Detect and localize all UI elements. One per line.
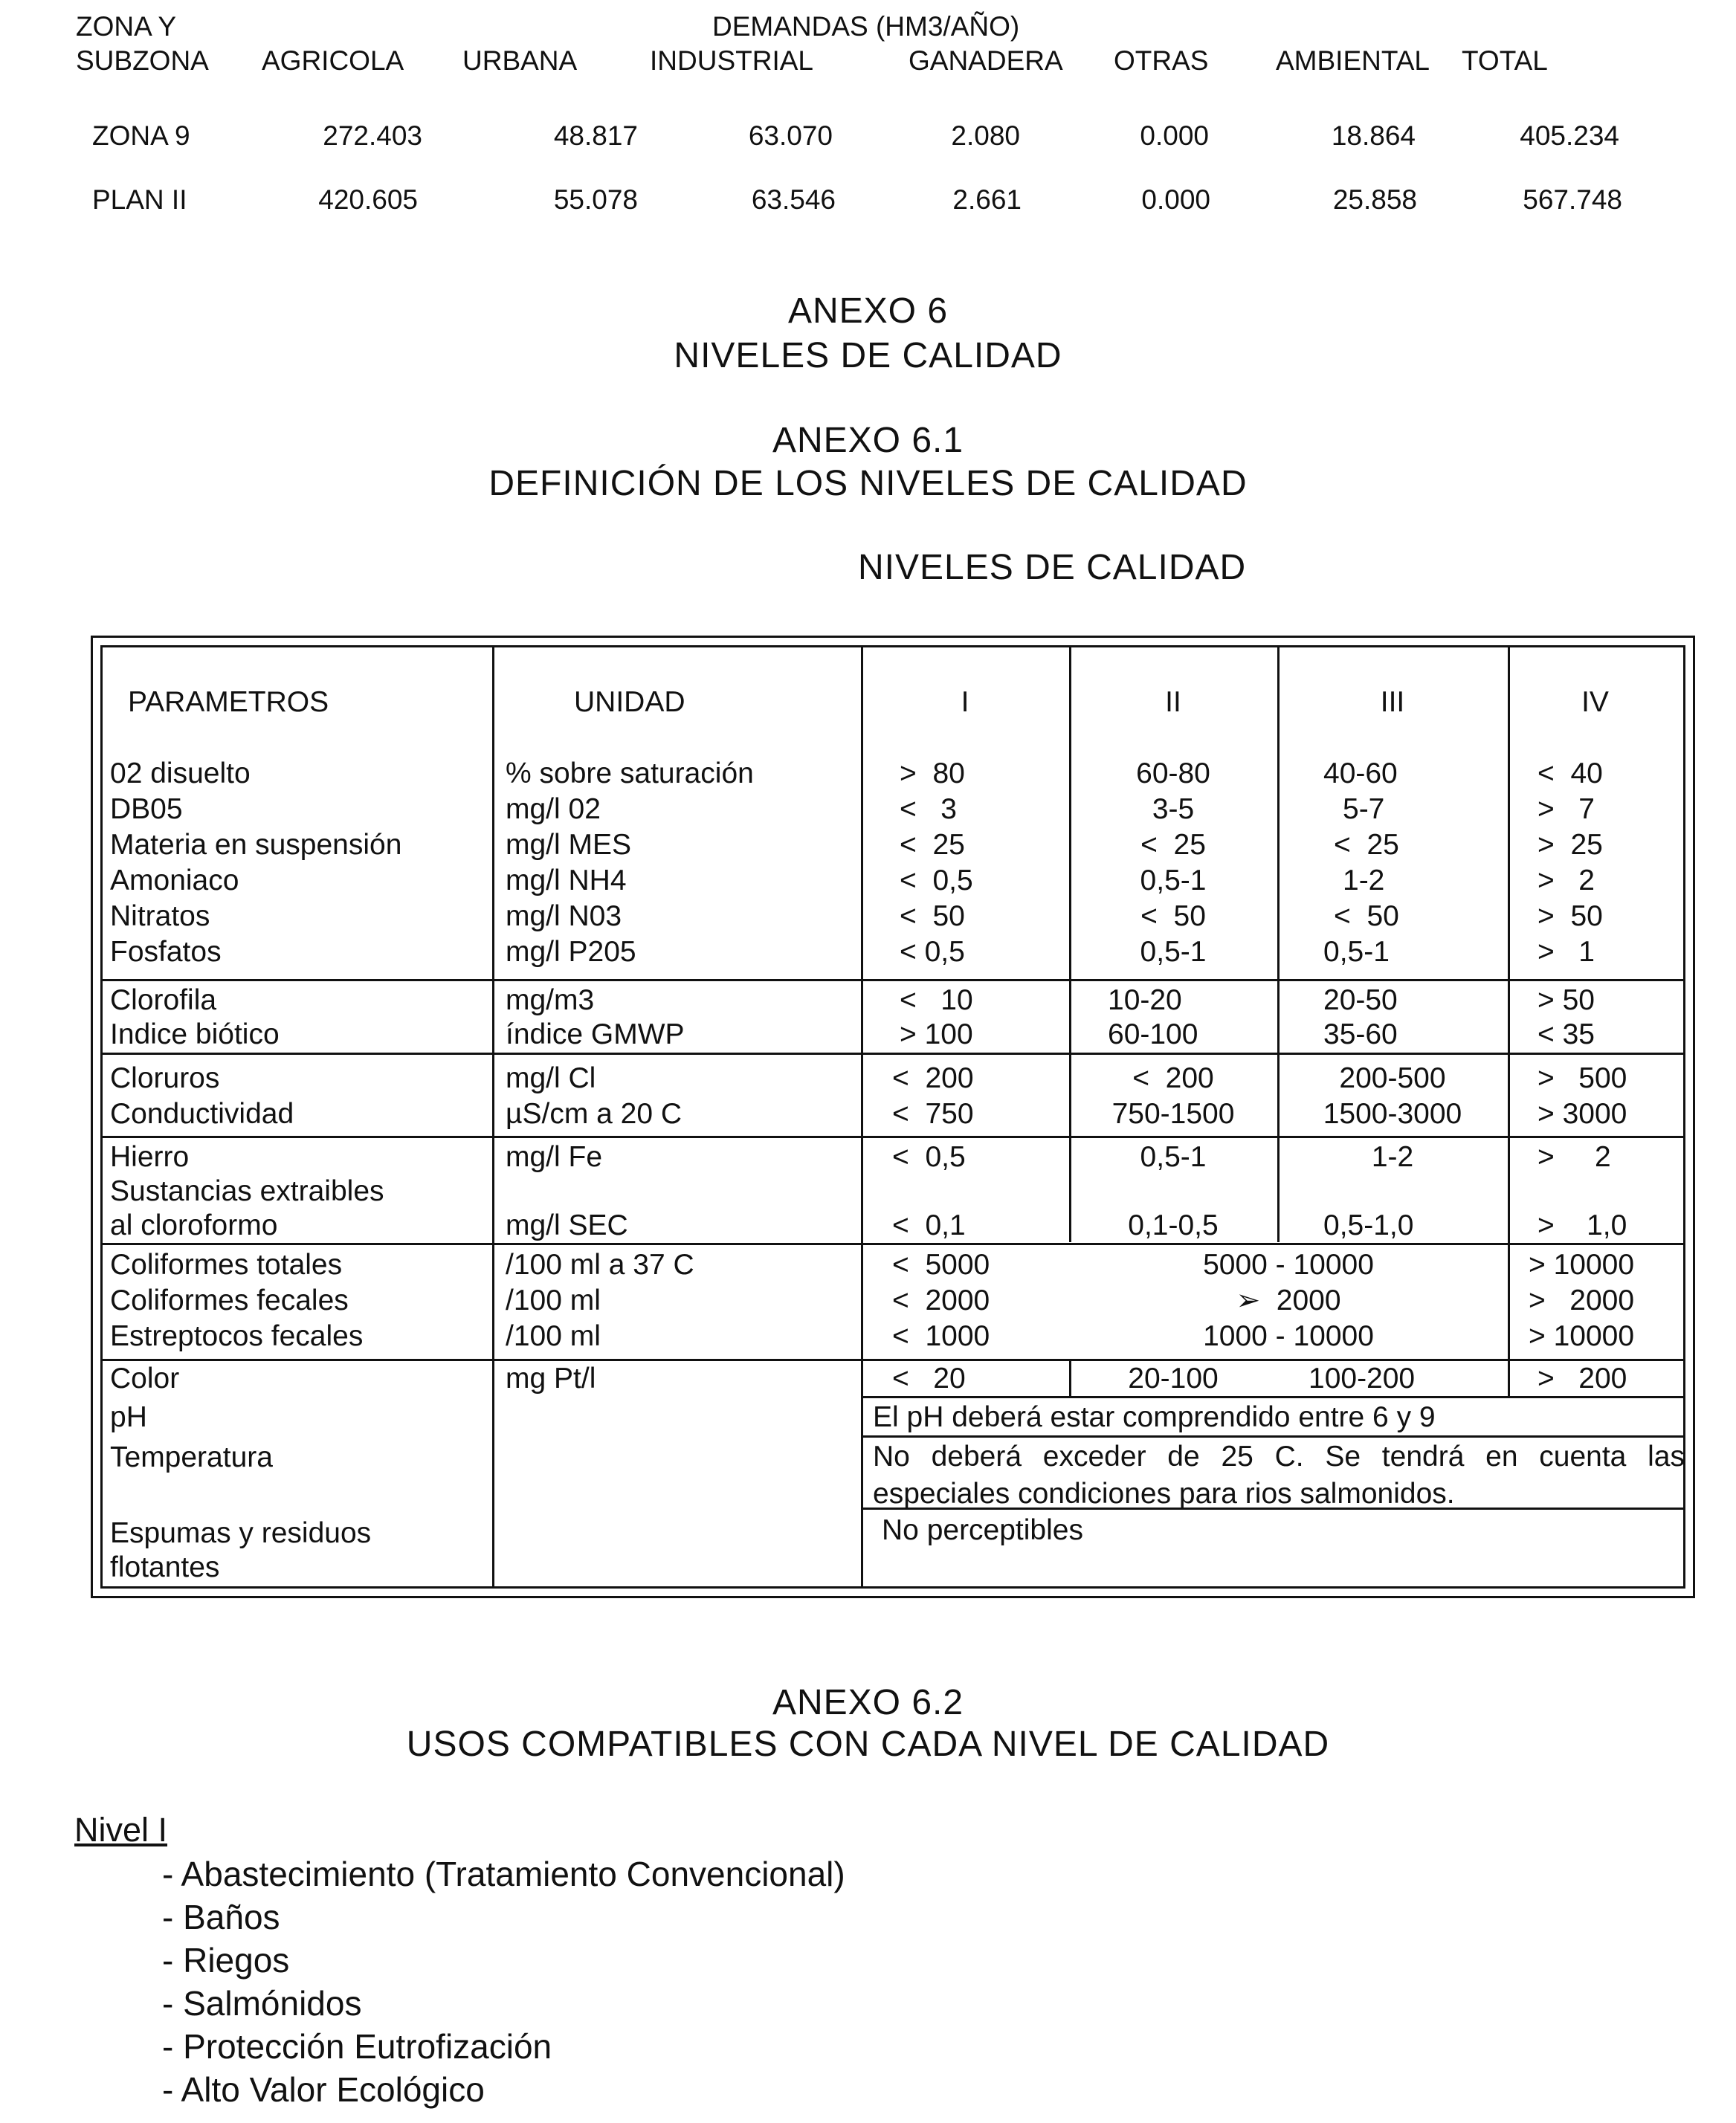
anexo62-title: ANEXO 6.2 [772,1683,964,1722]
row-divider [103,1053,1683,1055]
param-label: Fosfatos [110,936,222,968]
unit-label: mg/l P205 [506,936,636,968]
unit-label: mg/l NH4 [506,865,627,896]
col-divider [492,647,494,1586]
level-i-value: < 750 [892,1098,974,1130]
level-i-value: < 0,5 [900,865,973,896]
level-i-value: < 10 [900,984,973,1016]
unit-label: mg/l SEC [506,1209,628,1241]
table-row-label: PLAN II [92,184,187,215]
anexo61-subtitle: DEFINICIÓN DE LOS NIVELES DE CALIDAD [488,464,1248,503]
table-cell: 272.403 [323,120,422,151]
level-iii-value: < 25 [1334,829,1399,861]
level-iv-value: > 2000 [1529,1285,1635,1316]
col-header-subzona: SUBZONA [76,45,209,76]
param-label: Hierro [110,1141,190,1173]
unit-label: /100 ml a 37 C [506,1249,694,1281]
unit-label: mg Pt/l [506,1363,596,1395]
level-ii-value: 750-1500 [1111,1098,1235,1130]
level-iv-value: > 50 [1537,900,1603,932]
table-cell: 63.546 [751,184,836,215]
demandas-header: DEMANDAS (HM3/AÑO) [712,11,1020,42]
param-label: DB05 [110,793,183,825]
table-cell: 0.000 [1140,120,1209,151]
table-cell: 0.000 [1141,184,1210,215]
header-level-ii: II [1165,686,1181,718]
level-iv-value: < 35 [1537,1018,1595,1050]
param-label: Sustancias extraibles [110,1175,384,1207]
col-header-urbana: URBANA [462,45,578,76]
table-cell: 420.605 [318,184,418,215]
list-item: - Riegos [162,1941,290,1980]
level-iii-value: 100-200 [1309,1363,1416,1395]
level-ii-value: 20-100 [1128,1363,1219,1395]
nivel-i-heading: Nivel I [74,1811,168,1849]
unit-label: µS/cm a 20 C [506,1098,683,1130]
level-iii-value: 1-2 [1343,865,1385,896]
ph-requirement: El pH deberá estar comprendido entre 6 y 9 [873,1401,1436,1433]
list-item: - Alto Valor Ecológico [162,2070,485,2109]
level-i-value: < 0,5 [900,936,965,968]
level-iii-value: 200-500 [1339,1062,1446,1094]
table-cell: 55.078 [553,184,638,215]
level-iv-value: > 50 [1537,984,1595,1016]
list-item: - Abastecimiento (Tratamiento Convencional) [162,1855,845,1893]
level-i-value: < 25 [900,829,965,861]
level-ii-value: < 50 [1140,900,1206,932]
col-header-industrial: INDUSTRIAL [650,45,813,76]
level-iv-value: > 2 [1537,865,1595,896]
level-i-value: < 5000 [892,1249,990,1281]
level-ii-value: 60-80 [1136,757,1210,789]
unit-label: mg/l Fe [506,1141,603,1173]
anexo6-subtitle: NIVELES DE CALIDAD [674,336,1062,375]
param-label: Materia en suspensión [110,829,402,861]
col-header-agricola: AGRICOLA [262,45,404,76]
unit-label: mg/l Cl [506,1062,596,1094]
param-label: Amoniaco [110,865,239,896]
table-cell: 63.070 [748,120,833,151]
list-item: - Salmónidos [162,1984,362,2023]
col-header-otras: OTRAS [1114,45,1209,76]
level-i-value: < 200 [892,1062,974,1094]
unit-label: mg/l N03 [506,900,622,932]
param-label: Coliformes fecales [110,1285,349,1316]
table-cell: 25.858 [1332,184,1417,215]
level-iii-value: < 50 [1334,900,1399,932]
level-ii-iii-value: ➢ 2000 [1236,1285,1341,1316]
col-header-ganadera: GANADERA [909,45,1063,76]
level-ii-value: < 200 [1132,1062,1214,1094]
unit-label: índice GMWP [506,1018,685,1050]
param-label: flotantes [110,1551,220,1583]
level-i-value: > 100 [900,1018,973,1050]
level-ii-value: < 25 [1140,829,1206,861]
level-iii-value: 0,5-1 [1323,936,1390,968]
level-ii-value: 3-5 [1152,793,1195,825]
level-iii-value: 20-50 [1323,984,1398,1016]
quality-table-caption: NIVELES DE CALIDAD [858,548,1247,587]
quality-table [91,636,1695,1598]
param-label: Indice biótico [110,1018,280,1050]
col-header-ambiental: AMBIENTAL [1276,45,1430,76]
row-divider [861,1435,1683,1438]
level-ii-value: 0,5-1 [1140,865,1207,896]
param-label: Clorofila [110,984,217,1016]
level-iv-value: > 7 [1537,793,1595,825]
level-iv-value: > 1 [1537,936,1595,968]
header-level-iv: IV [1581,686,1609,718]
col-divider [1508,647,1510,1397]
table-row-label: ZONA 9 [92,120,190,151]
level-iv-value: > 10000 [1529,1249,1635,1281]
level-i-value: > 80 [900,757,965,789]
table-cell: 48.817 [553,120,638,151]
level-iii-value: 1500-3000 [1323,1098,1462,1130]
quality-table-inner [100,645,1685,1589]
level-ii-value: 10-20 [1108,984,1182,1016]
header-unidad: UNIDAD [574,686,685,718]
level-ii-value: 0,5-1 [1140,1141,1207,1173]
level-iv-value: < 40 [1537,757,1603,789]
param-label: Espumas y residuos [110,1517,372,1549]
level-iii-value: 35-60 [1323,1018,1398,1050]
unit-label: mg/m3 [506,984,595,1016]
param-label: Coliformes totales [110,1249,343,1281]
level-iv-value: > 500 [1537,1062,1627,1094]
temperature-requirement: No deberá exceder de 25 C. Se tendrá en cuenta las especiales condiciones para rios salmonidos. [873,1441,1685,1510]
level-i-value: < 2000 [892,1285,990,1316]
level-i-value: < 3 [900,793,957,825]
level-iii-value: 1-2 [1371,1141,1414,1173]
row-divider [103,979,1683,981]
level-iii-value: 5-7 [1343,793,1385,825]
unit-label: mg/l MES [506,829,632,861]
list-item: - Baños [162,1898,280,1936]
level-iii-value: 0,5-1,0 [1323,1209,1414,1241]
anexo6-title: ANEXO 6 [787,291,949,331]
unit-label: /100 ml [506,1285,601,1316]
param-label: Temperatura [110,1441,273,1473]
param-label: Cloruros [110,1062,220,1094]
param-label: al cloroformo [110,1209,278,1241]
level-ii-value: 0,5-1 [1140,936,1207,968]
header-parametros: PARAMETROS [128,686,329,718]
level-iv-value: > 2 [1537,1141,1611,1173]
level-ii-value: 60-100 [1108,1018,1198,1050]
param-label: Estreptocos fecales [110,1320,364,1352]
level-iv-value: > 10000 [1529,1320,1635,1352]
table-cell: 2.661 [952,184,1022,215]
header-level-iii: III [1380,686,1405,718]
row-divider [103,1136,1683,1138]
level-i-value: < 50 [900,900,965,932]
anexo61-title: ANEXO 6.1 [772,421,964,460]
param-label: pH [110,1401,147,1433]
table-cell: 2.080 [951,120,1020,151]
level-i-value: < 0,5 [892,1141,966,1173]
table-cell: 18.864 [1331,120,1416,151]
level-i-value: < 20 [892,1363,966,1395]
header-level-i: I [961,686,969,718]
level-i-value: < 1000 [892,1320,990,1352]
anexo62-subtitle: USOS COMPATIBLES CON CADA NIVEL DE CALIDAD [406,1725,1330,1764]
level-iv-value: > 25 [1537,829,1603,861]
col-header-total: TOTAL [1462,45,1548,76]
param-label: Nitratos [110,900,210,932]
param-label: Conductividad [110,1098,294,1130]
table-cell: 567.748 [1523,184,1622,215]
col-divider [861,647,863,1586]
unit-label: /100 ml [506,1320,601,1352]
espumas-requirement: No perceptibles [882,1514,1083,1546]
list-item: - Protección Eutrofización [162,2027,552,2066]
level-iv-value: > 200 [1537,1363,1627,1395]
level-iv-value: > 3000 [1537,1098,1627,1130]
level-iv-value: > 1,0 [1537,1209,1627,1241]
level-i-value: < 0,1 [892,1209,966,1241]
level-iii-value: 40-60 [1323,757,1398,789]
unit-label: % sobre saturación [506,757,754,789]
level-ii-value: 0,1-0,5 [1128,1209,1219,1241]
level-ii-iii-value: 5000 - 10000 [1203,1249,1374,1281]
param-label: Color [110,1363,180,1395]
unit-label: mg/l 02 [506,793,601,825]
param-label: 02 disuelto [110,757,251,789]
level-ii-iii-value: 1000 - 10000 [1203,1320,1374,1352]
table-cell: 405.234 [1520,120,1619,151]
zona-header-line1: ZONA Y [76,11,177,42]
